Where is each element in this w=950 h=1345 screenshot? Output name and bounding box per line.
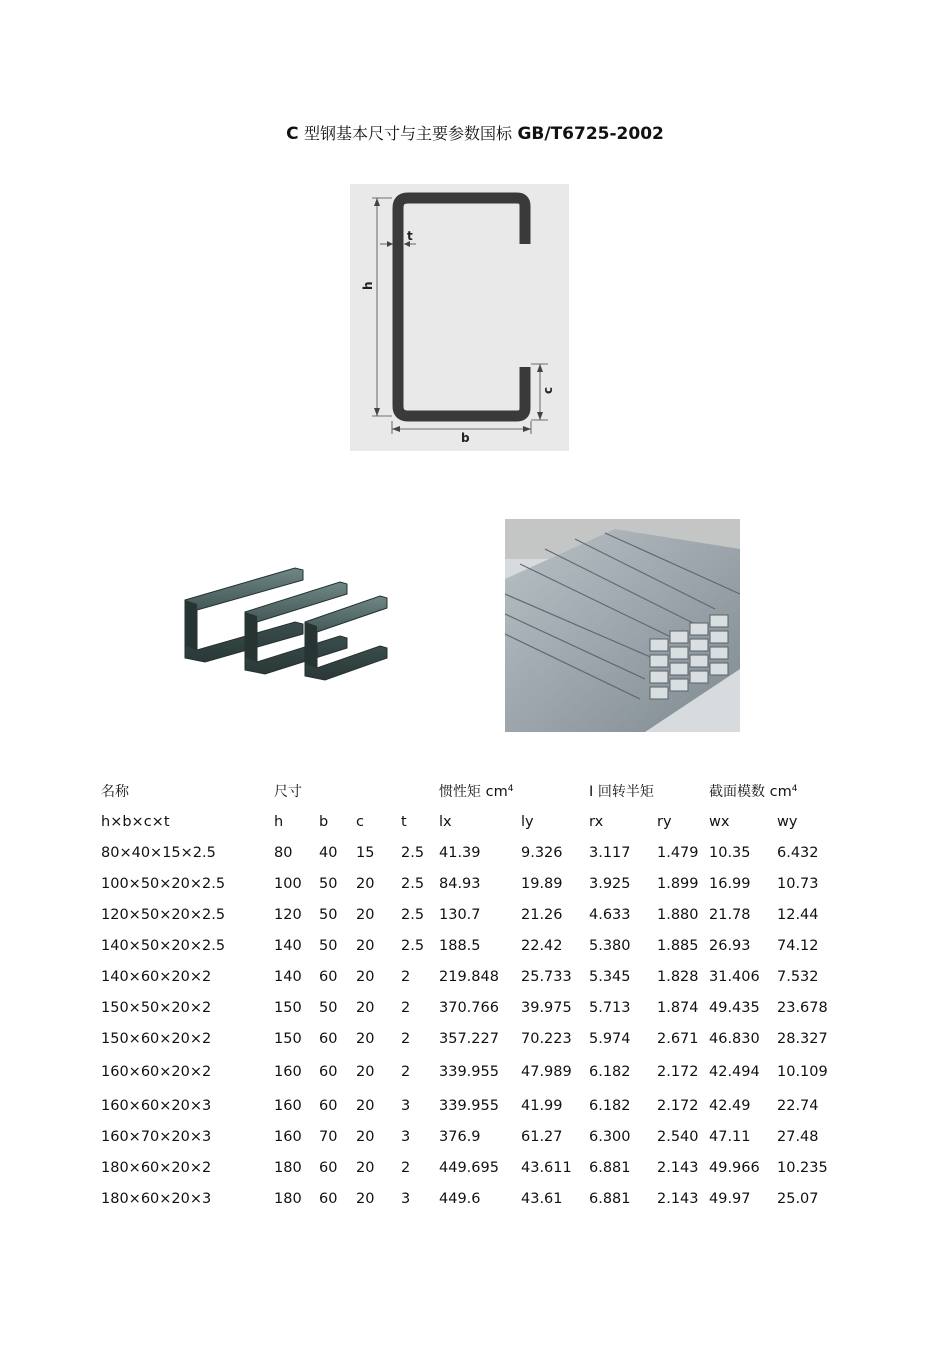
table-cell: 120 <box>274 907 302 923</box>
table-cell: 46.830 <box>709 1031 760 1047</box>
table-cell: 22.74 <box>777 1098 819 1114</box>
table-cell: 47.11 <box>709 1129 751 1145</box>
table-cell: 50 <box>319 876 338 892</box>
table-cell: 449.695 <box>439 1160 499 1176</box>
table-cell: 130.7 <box>439 907 481 923</box>
table-cell: 10.73 <box>777 876 819 892</box>
table-cell: 6.881 <box>589 1160 631 1176</box>
table-cell: 2 <box>401 1031 411 1047</box>
table-cell: 74.12 <box>777 938 819 954</box>
table-cell: 25.733 <box>521 969 572 985</box>
table-cell: 25.07 <box>777 1191 819 1207</box>
table-cell: 60 <box>319 1064 338 1080</box>
table-cell: 160 <box>274 1129 302 1145</box>
table-cell: 140×60×20×2 <box>101 969 212 985</box>
table-cell: 188.5 <box>439 938 481 954</box>
table-cell: 6.881 <box>589 1191 631 1207</box>
table-cell: 370.766 <box>439 1000 499 1016</box>
table-cell: 28.327 <box>777 1031 828 1047</box>
table-cell: 140×50×20×2.5 <box>101 938 226 954</box>
table-cell: 22.42 <box>521 938 563 954</box>
table-cell: 3 <box>401 1191 411 1207</box>
table-cell: 2.540 <box>657 1129 699 1145</box>
table-cell: 357.227 <box>439 1031 499 1047</box>
table-cell: 6.300 <box>589 1129 631 1145</box>
table-cell: 60 <box>319 1098 338 1114</box>
table-cell: 16.99 <box>709 876 751 892</box>
table-cell: 60 <box>319 969 338 985</box>
subheader-cell: rx <box>589 814 604 830</box>
table-cell: 7.532 <box>777 969 819 985</box>
table-cell: 2.5 <box>401 845 425 861</box>
table-cell: 2.143 <box>657 1160 699 1176</box>
table-cell: 180 <box>274 1191 302 1207</box>
table-cell: 339.955 <box>439 1098 499 1114</box>
table-cell: 19.89 <box>521 876 563 892</box>
table-cell: 180×60×20×3 <box>101 1191 212 1207</box>
subheader-cell: t <box>401 814 407 830</box>
table-cell: 12.44 <box>777 907 819 923</box>
table-cell: 6.182 <box>589 1098 631 1114</box>
diagram-label-t: t <box>407 229 413 243</box>
table-cell: 21.26 <box>521 907 563 923</box>
table-cell: 80×40×15×2.5 <box>101 845 216 861</box>
diagram-label-c: c <box>541 386 555 394</box>
table-cell: 3 <box>401 1129 411 1145</box>
c-steel-photo-stack <box>505 519 740 732</box>
table-cell: 41.39 <box>439 845 481 861</box>
table-cell: 3 <box>401 1098 411 1114</box>
table-cell: 43.61 <box>521 1191 563 1207</box>
table-cell: 70 <box>319 1129 338 1145</box>
table-cell: 2 <box>401 1000 411 1016</box>
subheader-cell: ly <box>521 814 534 830</box>
subheader-cell: c <box>356 814 364 830</box>
table-cell: 3.117 <box>589 845 631 861</box>
table-cell: 1.880 <box>657 907 699 923</box>
subheader-cell: b <box>319 814 329 830</box>
table-cell: 80 <box>274 845 293 861</box>
table-cell: 160×60×20×3 <box>101 1098 212 1114</box>
table-cell: 1.899 <box>657 876 699 892</box>
table-cell: 100 <box>274 876 302 892</box>
table-cell: 2 <box>401 1064 411 1080</box>
subheader-cell: h <box>274 814 284 830</box>
subheader-cell: ry <box>657 814 672 830</box>
c-section-drawing <box>350 184 569 451</box>
c-section-diagram <box>350 184 569 451</box>
subheader-cell: wy <box>777 814 798 830</box>
table-cell: 219.848 <box>439 969 499 985</box>
table-cell: 20 <box>356 1031 375 1047</box>
table-cell: 120×50×20×2.5 <box>101 907 226 923</box>
table-cell: 140 <box>274 938 302 954</box>
table-cell: 1.885 <box>657 938 699 954</box>
header-inertia: 惯性矩 $cm^4$ <box>439 784 514 800</box>
table-cell: 60 <box>319 1031 338 1047</box>
table-cell: 26.93 <box>709 938 751 954</box>
table-cell: 61.27 <box>521 1129 563 1145</box>
table-cell: 10.35 <box>709 845 751 861</box>
table-cell: 150 <box>274 1000 302 1016</box>
table-cell: 5.974 <box>589 1031 631 1047</box>
table-cell: 39.975 <box>521 1000 572 1016</box>
table-cell: 160 <box>274 1098 302 1114</box>
table-cell: 2.5 <box>401 907 425 923</box>
table-cell: 100×50×20×2.5 <box>101 876 226 892</box>
table-cell: 140 <box>274 969 302 985</box>
diagram-label-b: b <box>461 431 470 445</box>
table-cell: 5.380 <box>589 938 631 954</box>
table-cell: 15 <box>356 845 375 861</box>
table-cell: 20 <box>356 938 375 954</box>
table-cell: 2.143 <box>657 1191 699 1207</box>
table-cell: 339.955 <box>439 1064 499 1080</box>
table-cell: 49.435 <box>709 1000 760 1016</box>
table-cell: 42.494 <box>709 1064 760 1080</box>
table-cell: 49.966 <box>709 1160 760 1176</box>
diagram-label-h: h <box>361 281 375 290</box>
table-cell: 20 <box>356 1000 375 1016</box>
table-cell: 10.235 <box>777 1160 828 1176</box>
table-cell: 2 <box>401 1160 411 1176</box>
table-cell: 40 <box>319 845 338 861</box>
table-cell: 42.49 <box>709 1098 751 1114</box>
table-cell: 2 <box>401 969 411 985</box>
table-cell: 150×50×20×2 <box>101 1000 212 1016</box>
table-cell: 1.479 <box>657 845 699 861</box>
table-cell: 23.678 <box>777 1000 828 1016</box>
table-cell: 5.345 <box>589 969 631 985</box>
table-cell: 41.99 <box>521 1098 563 1114</box>
table-cell: 2.172 <box>657 1098 699 1114</box>
table-cell: 50 <box>319 907 338 923</box>
table-cell: 49.97 <box>709 1191 751 1207</box>
header-name: 名称 <box>101 784 129 800</box>
title-prefix: C <box>286 124 299 144</box>
table-cell: 2.5 <box>401 876 425 892</box>
table-cell: 6.432 <box>777 845 819 861</box>
table-cell: 20 <box>356 1098 375 1114</box>
table-cell: 21.78 <box>709 907 751 923</box>
table-cell: 180 <box>274 1160 302 1176</box>
table-cell: 150×60×20×2 <box>101 1031 212 1047</box>
page-title <box>0 121 950 144</box>
table-cell: 2.5 <box>401 938 425 954</box>
table-cell: 2.671 <box>657 1031 699 1047</box>
table-cell: 20 <box>356 876 375 892</box>
table-cell: 20 <box>356 1064 375 1080</box>
table-cell: 4.633 <box>589 907 631 923</box>
table-cell: 1.874 <box>657 1000 699 1016</box>
table-cell: 20 <box>356 1129 375 1145</box>
table-cell: 376.9 <box>439 1129 481 1145</box>
table-cell: 60 <box>319 1160 338 1176</box>
table-cell: 1.828 <box>657 969 699 985</box>
table-cell: 2.172 <box>657 1064 699 1080</box>
table-cell: 20 <box>356 1160 375 1176</box>
table-cell: 60 <box>319 1191 338 1207</box>
table-cell: 20 <box>356 1191 375 1207</box>
table-cell: 20 <box>356 969 375 985</box>
header-size: 尺寸 <box>274 784 302 800</box>
subheader-cell: wx <box>709 814 730 830</box>
table-cell: 84.93 <box>439 876 481 892</box>
c-steel-photo-pieces <box>175 550 395 700</box>
table-cell: 150 <box>274 1031 302 1047</box>
subheader-cell: h×b×c×t <box>101 814 170 830</box>
table-cell: 160×60×20×2 <box>101 1064 212 1080</box>
table-cell: 31.406 <box>709 969 760 985</box>
table-cell: 3.925 <box>589 876 631 892</box>
table-cell: 449.6 <box>439 1191 481 1207</box>
table-cell: 160 <box>274 1064 302 1080</box>
table-cell: 43.611 <box>521 1160 572 1176</box>
table-cell: 27.48 <box>777 1129 819 1145</box>
table-cell: 70.223 <box>521 1031 572 1047</box>
table-cell: 50 <box>319 1000 338 1016</box>
table-cell: 47.989 <box>521 1064 572 1080</box>
table-cell: 6.182 <box>589 1064 631 1080</box>
header-modulus: 截面模数 $cm^4$ <box>709 784 798 800</box>
table-cell: 5.713 <box>589 1000 631 1016</box>
table-cell: 160×70×20×3 <box>101 1129 212 1145</box>
table-cell: 180×60×20×2 <box>101 1160 212 1176</box>
title-code: GB/T6725-2002 <box>517 124 664 144</box>
table-cell: 10.109 <box>777 1064 828 1080</box>
table-cell: 50 <box>319 938 338 954</box>
table-cell: 9.326 <box>521 845 563 861</box>
subheader-cell: lx <box>439 814 452 830</box>
table-cell: 20 <box>356 907 375 923</box>
title-text: 型钢基本尺寸与主要参数国标 <box>304 124 513 143</box>
header-radius: I 回转半矩 <box>589 784 654 800</box>
